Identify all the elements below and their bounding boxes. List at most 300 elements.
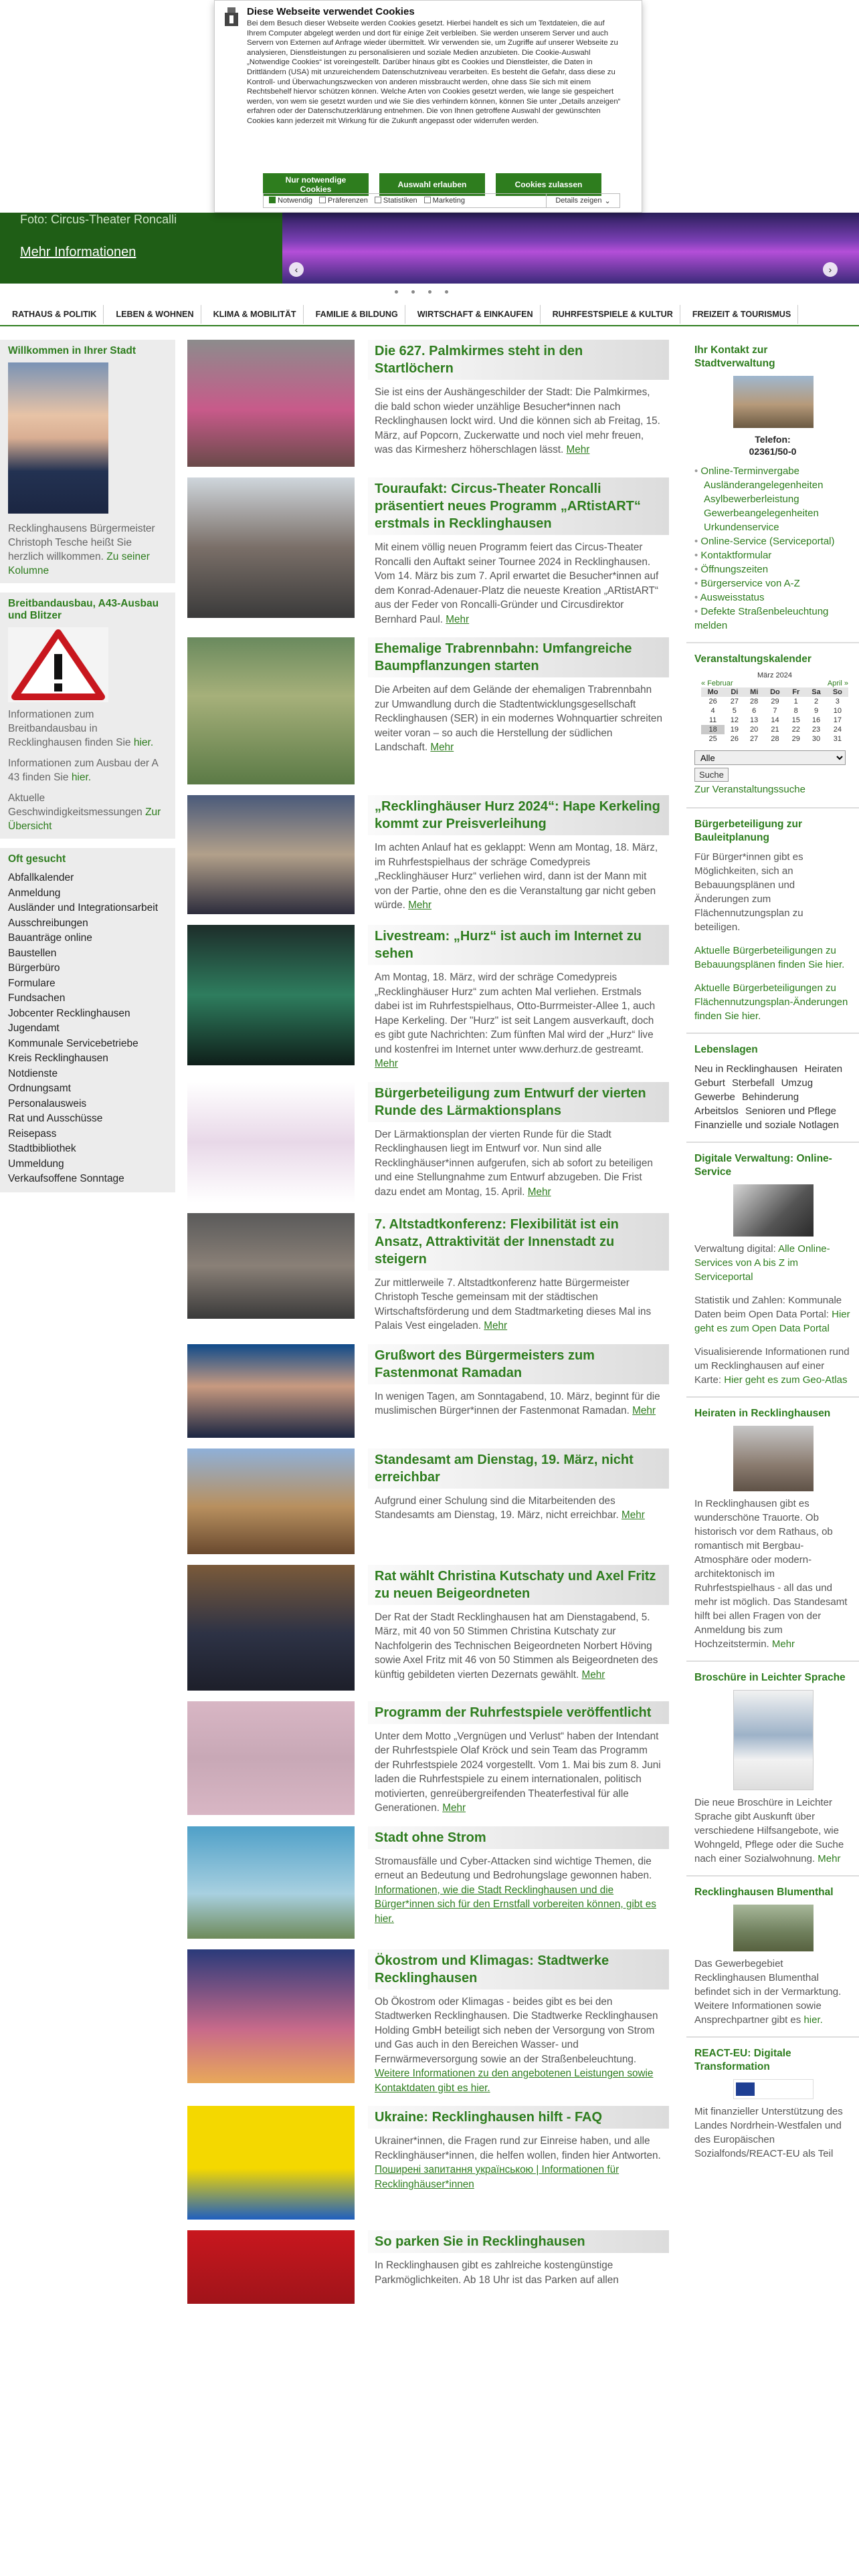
easy-language-box [686, 1667, 859, 1876]
frequently-searched-item[interactable]: Stadtbibliothek [8, 1143, 76, 1154]
calendar-day[interactable]: 12 [730, 716, 739, 724]
news-more-link[interactable]: Mehr [430, 742, 454, 753]
digital-admin-box [686, 1148, 859, 1398]
news-teaser-text: Ob Ökostrom oder Klimagas - beides gibt es bei den Stadtwerken Recklinghausen. Die Stadtwerke Recklinghausen Holding GmbH beteiligt sich neben der Versorgung von Strom und Gas auch in den Bereichen Wasser- und Fernwärmeversorgung sowie an der Straßenbeleuchtung. [375, 1996, 658, 2065]
event-search-link[interactable]: Zur Veranstaltungssuche [694, 784, 805, 795]
news-title[interactable]: Standesamt am Dienstag, 19. März, nicht erreichbar [368, 1448, 669, 1489]
news-teaser [368, 380, 669, 457]
frequently-searched-item[interactable]: Fundsachen [8, 992, 66, 1004]
wedding-box [686, 1403, 859, 1662]
news-teaser-text: Unter dem Motto „Vergnügen und Verlust“ haben der Intendant der Ruhrfestspiele Olaf Kröck und sein Team das Programm der Ruhrfestspiele 2024 vorgestellt. Vom 1. Mai bis zum 8. Juni laden die Ruhrfestspiele zu einem internationalen, politisch motivierten, genreübergreifenden Theaterfestival für alle Generationen. [375, 1730, 661, 1814]
development-plans-link[interactable]: Aktuelle Bürgerbeteiligungen zu Bebauungsplänen finden Sie hier. [694, 945, 845, 970]
frequently-searched-item[interactable]: Formulare [8, 977, 56, 989]
contact-link[interactable]: Asylbewerberleistung [704, 494, 799, 505]
news-teaser [368, 1724, 669, 1816]
calendar-day[interactable]: 17 [833, 716, 842, 724]
frequently-searched-box [0, 848, 175, 1192]
news-body [368, 637, 669, 784]
frequently-searched-item[interactable]: Bürgerbüro [8, 962, 60, 974]
allow-selection-button[interactable]: Auswahl erlauben [379, 173, 485, 196]
contact-link[interactable]: • Online-Service (Serviceportal) [694, 534, 851, 548]
news-title[interactable]: So parken Sie in Recklinghausen [368, 2230, 669, 2253]
mayor-photo [8, 362, 108, 514]
frequently-searched-item[interactable]: Ummeldung [8, 1158, 64, 1170]
checkbox-icon [424, 197, 431, 203]
checkbox-statistics[interactable] [375, 197, 417, 205]
geo-atlas-text: Visualisierende Informationen rund um Recklinghausen auf einer Karte: [694, 1346, 850, 1386]
broadband-text: Informationen zum Breitbandausbau in Recklinghausen finden Sie [8, 709, 131, 748]
frequently-searched-item[interactable]: Abfallkalender [8, 872, 74, 883]
news-teaser [368, 1849, 669, 1927]
news-info-link[interactable]: Поширені запитання українською | Informationen für Recklinghäuser*innen [375, 2164, 619, 2190]
easy-language-title: Broschüre in Leichter Sprache [694, 1672, 846, 1683]
right-sidebar [686, 340, 859, 2175]
calendar-day[interactable]: 29 [771, 697, 779, 706]
news-article [187, 1082, 669, 1202]
eu-logo [733, 2079, 814, 2099]
phone-number[interactable]: 02361/50-0 [749, 446, 797, 457]
nav-rathaus[interactable]: RATHAUS & POLITIK [0, 305, 104, 324]
contact-link[interactable]: • Ausweisstatus [694, 591, 851, 605]
news-article [187, 795, 669, 914]
news-teaser-text: Zur mittlerweile 7. Altstadtkonferenz hatte Bürgermeister Christoph Tesche gemeinsam mit der städtischen Wirtschaftsförderung und dem Stadtmarketing dieses Mal ins Palais Vest eingeladen. [375, 1277, 652, 1331]
slider-prev-icon[interactable]: ‹ [289, 262, 304, 277]
main-navigation [0, 302, 859, 326]
news-teaser [368, 2253, 669, 2287]
news-article [187, 1701, 669, 1816]
calendar-day[interactable]: 25 [708, 735, 717, 743]
citizen-participation-title: Bürgerbeteiligung zur Bauleitplanung [694, 819, 803, 843]
calendar-next-link[interactable]: April » [827, 679, 848, 687]
laptop-image [733, 1184, 814, 1237]
news-more-link[interactable]: Mehr [446, 613, 470, 625]
contact-box [686, 340, 859, 643]
calendar-day[interactable]: 26 [708, 697, 717, 706]
option-label: Präferenzen [327, 197, 368, 205]
news-article [187, 1949, 669, 2096]
news-more-link[interactable]: Mehr [566, 444, 590, 455]
news-teaser [368, 1122, 669, 1200]
news-teaser-text: Mit einem völlig neuen Programm feiert das Circus-Theater Roncalli den Auftakt seiner Tournee 2024 in Recklinghausen. Vom 14. März bis zum 7. April erwartet die Besucher*innen auf dem Konrad-Adenauer-Platz die neueste Kreation „ARtistART“ aus der Feder von Roncalli-Gründer und Circusdirektor Bernhard Paul. [375, 542, 659, 625]
hero-slider [0, 213, 859, 284]
news-title[interactable]: Ukraine: Recklinghausen hilft - FAQ [368, 2106, 669, 2129]
news-article [187, 637, 669, 784]
geo-atlas-link[interactable]: Hier geht es zum Geo-Atlas [724, 1374, 848, 1386]
news-thumbnail[interactable] [187, 477, 355, 618]
a43-text: Informationen zum Ausbau der A 43 finden Sie [8, 758, 159, 783]
phone-label: Telefon: [755, 434, 791, 445]
news-more-link[interactable]: Mehr [375, 1058, 398, 1069]
details-toggle[interactable] [546, 193, 619, 208]
news-teaser-text: Stromausfälle und Cyber-Attacken sind wichtige Themen, die erneut an Bedeutung und Bedrohungslage gewonnen haben. [375, 1855, 652, 1881]
calendar-day[interactable]: 5 [732, 707, 737, 715]
cookie-text: Bei dem Besuch dieser Webseite werden Cookies gesetzt. Hierbei handelt es sich um Textdateien, die auf Ihrem Computer abgelegt werden und dort für einige Zeit verbleiben. Sie werden unserem Server und auch Servern von Externen auf Anfrage wieder übermittelt. Wir verwenden sie, um Zugriffe auf unserer Webseite zu analysieren, Dienstleistungen zu personalisieren und soziale Medien anzubieten. Die Cookie-Auswahl „Notwendige Cookies“ ist voreingestellt. Darüber hinaus gibt es Cookies und Dienstleister, die Daten in Drittländern (USA) mit unzureichendem Datenschutzniveau verarbeiten. Es besteht die Gefahr, dass diese zu Kontroll- und Überwachungszwecken von anderen missbraucht werden, ohne dass Sie sich mit einem Rechtsbehelf hiervor schützen können. Welche Arten von Cookies gesetzt werden, wie lange sie gespeichert werden, von wem sie gesetzt wurden und wie Sie dies verhindern können, können Sie unter „Details anzeigen“ erfahren oder der Datenschutzerklärung entnehmen. Die von Ihnen getroffene Auswahl der gewünschten Cookies kann jederzeit mit Wirkung für die Zukunft angepasst oder widerrufen werden. [247, 19, 621, 125]
slider-dot[interactable] [411, 290, 415, 294]
news-title[interactable]: Rat wählt Christina Kutschaty und Axel Fritz zu neuen Beigeordneten [368, 1565, 669, 1605]
calendar-day[interactable]: 31 [833, 735, 842, 743]
news-teaser-text: Der Rat der Stadt Recklinghausen hat am Dienstagabend, 5. März, mit 40 von 50 Stimmen Christina Kutschaty zur Nachfolgerin des Technischen Beigeordneten Norbert Höving sowie Axel Fritz mit 46 von 50 Stimmen als Beigeordneten des künftig gebildeten vierten Dezernats gewählt. [375, 1611, 658, 1681]
nav-klima[interactable]: KLIMA & MOBILITÄT [201, 305, 304, 324]
slider-dot[interactable] [395, 290, 398, 294]
news-teaser [368, 535, 669, 627]
news-more-link[interactable]: Mehr [622, 1509, 645, 1521]
slider-dot[interactable] [445, 290, 448, 294]
news-teaser [368, 677, 669, 755]
calendar-day[interactable]: 11 [708, 716, 717, 724]
news-teaser-text: Im achten Anlauf hat es geklappt: Wenn am Montag, 18. März, im Ruhrfestspielhaus der schräge Comedypreis „Recklinghäuser Hurz“ verliehen wird, dann ist der Mann mit von der Partie, ohne den es die Veranstaltung gar nicht geben würde. [375, 842, 658, 911]
news-body [368, 925, 669, 1071]
frequently-searched-item[interactable]: Kreis Recklinghausen [8, 1053, 108, 1064]
life-situation-link[interactable]: Umzug [781, 1077, 814, 1089]
news-more-link[interactable]: Mehr [484, 1320, 508, 1331]
checkbox-marketing[interactable] [424, 197, 465, 205]
news-title[interactable]: Grußwort des Bürgermeisters zum Fastenmonat Ramadan [368, 1344, 669, 1384]
frequently-searched-title: Oft gesucht [8, 853, 66, 865]
open-data-link[interactable]: Hier geht es zum Open Data Portal [694, 1309, 850, 1334]
news-article [187, 340, 669, 467]
checkbox-icon [375, 197, 381, 203]
cookie-options [263, 193, 620, 208]
calendar-day[interactable]: 15 [791, 716, 800, 724]
life-situations-box [686, 1039, 859, 1143]
nav-ruhrfestspiele[interactable]: RUHRFESTSPIELE & KULTUR [541, 305, 680, 324]
calendar-weekday: So [827, 687, 848, 697]
news-title[interactable]: Programm der Ruhrfestspiele veröffentlicht [368, 1701, 669, 1724]
details-label: Details zeigen [555, 197, 602, 205]
easy-language-more-link[interactable]: Mehr [818, 1853, 841, 1864]
life-situations-title: Lebenslagen [694, 1044, 758, 1055]
contact-title: Ihr Kontakt zur Stadtverwaltung [694, 344, 775, 369]
frequently-searched-item[interactable]: Ausländer und Integrationsarbeit [8, 902, 159, 914]
news-thumbnail[interactable] [187, 1565, 355, 1691]
news-body [368, 1701, 669, 1816]
calendar-day[interactable]: 26 [730, 735, 739, 743]
news-article [187, 1448, 669, 1554]
nav-leben[interactable]: LEBEN & WOHNEN [104, 305, 201, 324]
wedding-title: Heiraten in Recklinghausen [694, 1408, 831, 1419]
cookie-title: Diese Webseite verwendet Cookies [247, 6, 415, 17]
news-teaser [368, 1271, 669, 1333]
calendar-month: März 2024 [757, 671, 792, 679]
news-teaser-text: Am Montag, 18. März, wird der schräge Comedypreis „Recklinghäuser Hurz“ zum achten Mal verliehen. Erstmals dabei ist im Ruhrfestspielhaus, Otto-Burrmeister-Allee 1, auch Hape Kerkeling. Der "Hurz" ist seit Langem ausverkauft, doch es gibt gute Nachrichten: Zum fünften Mal wird der „Hurz“ live und kostenfrei im Internet unter www.derhurz.de gestreamt. [375, 972, 656, 1055]
frequently-searched-item[interactable]: Ordnungsamt [8, 1083, 71, 1094]
news-body [368, 1949, 669, 2096]
frequently-searched-item[interactable]: Bauanträge online [8, 932, 92, 944]
eu-flag-icon [736, 2082, 755, 2096]
news-more-link[interactable]: Mehr [408, 899, 432, 911]
slider-dots [395, 290, 448, 294]
contact-link[interactable]: • Öffnungszeiten [694, 562, 851, 576]
calendar-day[interactable]: 18 [701, 725, 725, 734]
news-teaser-text: Aufgrund einer Schulung sind die Mitarbeitenden des Standesamts am Dienstag, 19. März, nicht erreichbar. [375, 1495, 619, 1521]
news-more-link[interactable]: Mehr [442, 1802, 466, 1814]
option-label: Marketing [432, 197, 465, 205]
news-title[interactable]: Die 627. Palmkirmes steht in den Startlöchern [368, 340, 669, 380]
news-teaser [368, 965, 669, 1071]
news-more-link[interactable]: Mehr [581, 1669, 605, 1681]
news-thumbnail[interactable] [187, 637, 355, 784]
speed-overview-link[interactable]: Zur Übersicht [8, 807, 161, 832]
serviceportal-link[interactable]: Alle Online-Services von A bis Z im Serviceportal [694, 1243, 830, 1283]
news-title[interactable]: 7. Altstadtkonferenz: Flexibilität ist ein Ansatz, Attraktivität der Innenstadt zu steigern [368, 1213, 669, 1271]
easy-language-text: Die neue Broschüre in Leichter Sprache gibt Auskunft über verschiedene Hilfsangebote, wie Wohngeld, Pflege oder die Suche nach einer Sozialwohnung. [694, 1797, 844, 1864]
frequently-searched-item[interactable]: Baustellen [8, 947, 57, 959]
contact-link[interactable]: • Kontaktformular [694, 548, 851, 562]
contact-link[interactable]: • Bürgerservice von A-Z [694, 576, 851, 591]
calendar-day[interactable]: 19 [730, 726, 739, 734]
calendar-day[interactable]: 28 [750, 697, 759, 706]
event-search-button[interactable]: Suche [694, 768, 729, 782]
calendar-weekday: Sa [805, 687, 826, 697]
news-article [187, 2106, 669, 2220]
city-hall-image [733, 376, 814, 428]
news-thumbnail[interactable] [187, 1213, 355, 1319]
news-article [187, 1213, 669, 1333]
wedding-more-link[interactable]: Mehr [771, 1638, 795, 1650]
nav-wirtschaft[interactable]: WIRTSCHAFT & EINKAUFEN [405, 305, 541, 324]
blumenthal-title: Recklinghausen Blumenthal [694, 1887, 834, 1898]
option-label: Notwendig [278, 197, 312, 205]
contact-link[interactable]: Gewerbeangelegenheiten [704, 508, 819, 519]
react-eu-box [686, 2043, 859, 2170]
checkbox-preferences[interactable] [319, 197, 368, 205]
contact-links [694, 464, 851, 633]
welcome-title: Willkommen in Ihrer Stadt [8, 345, 136, 356]
a43-link[interactable]: hier. [71, 772, 92, 783]
news-info-link[interactable]: Informationen, wie die Stadt Recklinghausen und die Bürger*innen sich für den Ernstfall vorbereiten können, gibt es hier. [375, 1884, 656, 1925]
news-thumbnail[interactable] [187, 1082, 355, 1202]
news-body [368, 1213, 669, 1333]
news-body [368, 1826, 669, 1939]
news-teaser [368, 1605, 669, 1683]
left-sidebar [0, 340, 175, 1202]
life-situations-list [694, 1062, 851, 1132]
news-teaser [368, 1489, 669, 1523]
life-situation-link[interactable]: Neu in Recklinghausen [694, 1063, 798, 1075]
calendar-day[interactable]: 16 [812, 716, 821, 724]
news-title[interactable]: Stadt ohne Strom [368, 1826, 669, 1849]
checkbox-necessary[interactable] [269, 197, 312, 205]
contact-link[interactable]: • Online-Terminvergabe [694, 464, 851, 478]
cookie-banner [214, 0, 642, 213]
calendar-day[interactable]: 8 [793, 707, 798, 715]
life-situation-link[interactable]: Gewerbe [694, 1091, 735, 1103]
news-body [368, 340, 669, 467]
news-body [368, 2230, 669, 2304]
news-thumbnail[interactable] [187, 1344, 355, 1438]
calendar-day[interactable]: 30 [812, 735, 821, 743]
news-teaser-text: Der Lärmaktionsplan der vierten Runde für die Stadt Recklinghausen liegt im Entwurf vor. Nun sind alle Recklinghäuser*innen aufgerufen, sich ab sofort zu beteiligen und eine Stellungnahme zum Entwurf abzugeben. Die Frist dazu endet am Montag, 15. April. [375, 1128, 653, 1198]
broadband-link[interactable]: hier. [133, 737, 154, 748]
citizen-participation-box [686, 814, 859, 1034]
calendar-day[interactable]: 27 [730, 697, 739, 706]
calendar-weekday: Mi [745, 687, 764, 697]
mayor-column-link[interactable]: Zu seiner Kolumne [8, 551, 150, 576]
life-situation-link[interactable]: Arbeitslos [694, 1105, 739, 1117]
news-teaser [368, 1990, 669, 2096]
news-article [187, 1826, 669, 1939]
slider-next-icon[interactable]: › [823, 262, 838, 277]
news-thumbnail[interactable] [187, 1701, 355, 1815]
contact-link[interactable]: • Defekte Straßenbeleuchtung melden [694, 605, 851, 633]
calendar-title: Veranstaltungskalender [694, 653, 812, 665]
calendar-day[interactable]: 10 [833, 707, 842, 715]
calendar-day[interactable]: 9 [814, 707, 819, 715]
blumenthal-image [733, 1905, 814, 1951]
frequently-searched-item[interactable]: Personalausweis [8, 1097, 87, 1109]
news-thumbnail[interactable] [187, 1826, 355, 1939]
news-thumbnail[interactable] [187, 1949, 355, 2083]
calendar-day[interactable]: 13 [750, 716, 759, 724]
checkbox-icon [319, 197, 326, 203]
calendar-day[interactable]: 23 [812, 726, 821, 734]
blumenthal-box [686, 1882, 859, 2038]
calendar-weekday: Fr [786, 687, 805, 697]
hero-image [282, 213, 859, 284]
speed-text: Aktuelle Geschwindigkeitsmessungen [8, 792, 142, 818]
calendar-day[interactable]: 24 [833, 726, 842, 734]
brochure-image [733, 1690, 814, 1790]
calendar-day[interactable]: 28 [771, 735, 779, 743]
frequently-searched-item[interactable]: Jobcenter Recklinghausen [8, 1007, 130, 1019]
calendar-day[interactable]: 6 [752, 707, 757, 715]
news-body [368, 795, 669, 914]
news-title[interactable]: Touraufakt: Circus-Theater Roncalli präsentiert neues Programm „ARtistART“ erstmals in Recklinghausen [368, 477, 669, 535]
welcome-box [0, 340, 175, 583]
react-eu-text: Mit finanzieller Unterstützung des Landes Nordrhein-Westfalen und des Europäischen Sozialfonds/REACT-EU als Teil [694, 2106, 843, 2159]
frequently-searched-item[interactable]: Anmeldung [8, 887, 61, 899]
citizen-participation-text: Für Bürger*innen gibt es Möglichkeiten, sich an Bebauungsplänen und Änderungen zum Flächennutzungsplan zu beteiligen. [694, 851, 803, 933]
life-situation-link[interactable]: Behinderung [742, 1091, 799, 1103]
life-situation-link[interactable]: Heiraten [804, 1063, 843, 1075]
news-article [187, 925, 669, 1071]
news-thumbnail[interactable] [187, 1448, 355, 1554]
calendar-day[interactable]: 14 [771, 716, 779, 724]
news-more-link[interactable]: Mehr [527, 1186, 551, 1198]
allow-all-cookies-button[interactable]: Cookies zulassen [496, 173, 601, 196]
calendar-day[interactable]: 4 [710, 707, 715, 715]
news-teaser-text: In Recklinghausen gibt es zahlreiche kostengünstige Parkmöglichkeiten. Ab 18 Uhr ist das Parken auf allen [375, 2260, 619, 2286]
news-title[interactable]: Ökostrom und Klimagas: Stadtwerke Recklinghausen [368, 1949, 669, 1990]
news-teaser [368, 1384, 669, 1418]
news-teaser-text: Die Arbeiten auf dem Gelände der ehemaligen Trabrennbahn zur Umwandlung durch die Stadtentwicklungsgesellschaft Recklinghausen (SER) in ein modernes Wohnquartier schreiten weiter voran – so auch die Herstellung der südlichen Landschaft. [375, 684, 662, 753]
calendar-grid [701, 687, 848, 744]
city-crest-icon [224, 6, 239, 27]
react-eu-title: REACT-EU: Digitale Transformation [694, 2048, 791, 2072]
welcome-text: Recklinghausens Bürgermeister Christoph Tesche heißt Sie herzlich willkommen. [8, 523, 155, 562]
calendar-box [686, 649, 859, 809]
necessary-cookies-button[interactable]: Nur notwendige Cookies [263, 173, 369, 196]
digital-admin-text: Verwaltung digital: [694, 1243, 776, 1255]
news-teaser [368, 2129, 669, 2191]
news-article [187, 477, 669, 627]
blumenthal-link[interactable]: hier. [803, 2014, 823, 2026]
life-situation-link[interactable]: Sterbefall [732, 1077, 775, 1089]
hero-caption: Foto: Circus-Theater Roncalli [20, 213, 177, 226]
nav-freizeit[interactable]: FREIZEIT & TOURISMUS [680, 305, 798, 324]
option-label: Statistiken [383, 197, 417, 205]
calendar-prev-link[interactable]: « Februar [701, 679, 733, 687]
news-article [187, 1344, 669, 1438]
news-thumbnail[interactable] [187, 925, 355, 1065]
frequently-searched-item[interactable]: Ausschreibungen [8, 917, 88, 929]
checkbox-checked-icon [269, 197, 276, 203]
wedding-text: In Recklinghausen gibt es wunderschöne Trauorte. Ob historisch vor dem Rathaus, ob romantisch mit Bergbau-Atmosphäre oder modern-architektonisch im Ruhrfestspielhaus - all das und mehr ist möglich. Das Standesamt hilft bei allen Fragen von der Anmeldung bis zum Hochzeitstermin. [694, 1498, 848, 1650]
hero-more-link[interactable]: Mehr Informationen [20, 245, 136, 259]
land-use-plan-link[interactable]: Aktuelle Bürgerbeteiligungen zu Flächennutzungsplan-Änderungen finden Sie hier. [694, 982, 848, 1022]
news-article [187, 2230, 669, 2304]
wedding-image [733, 1426, 814, 1491]
news-title[interactable]: Livestream: „Hurz“ ist auch im Internet zu sehen [368, 925, 669, 965]
frequently-searched-item[interactable]: Verkaufsoffene Sonntage [8, 1173, 124, 1184]
warning-sign [8, 627, 108, 702]
open-data-text: Statistik und Zahlen: Kommunale Daten beim Open Data Portal: [694, 1295, 842, 1320]
calendar-day[interactable]: 22 [791, 726, 800, 734]
contact-link[interactable]: Urkundenservice [704, 522, 779, 533]
calendar-weekday: Mo [701, 687, 725, 697]
event-category-select[interactable] [694, 750, 846, 765]
calendar-weekday: Do [764, 687, 786, 697]
calendar-day[interactable]: 27 [750, 735, 759, 743]
news-list [187, 340, 669, 2315]
frequently-searched-list [8, 871, 167, 1187]
news-body [368, 477, 669, 627]
broadband-box [0, 593, 175, 839]
news-thumbnail[interactable] [187, 340, 355, 467]
news-body [368, 1448, 669, 1554]
news-body [368, 1344, 669, 1438]
news-info-link[interactable]: Weitere Informationen zu den angebotenen Leistungen sowie Kontaktdaten gibt es hier. [375, 2068, 654, 2094]
calendar-day[interactable]: 20 [750, 726, 759, 734]
frequently-searched-item[interactable]: Notdienste [8, 1067, 58, 1079]
chevron-down-icon: ⌄ [604, 197, 611, 205]
nav-familie[interactable]: FAMILIE & BILDUNG [304, 305, 405, 324]
news-title[interactable]: „Recklinghäuser Hurz 2024“: Hape Kerkeling kommt zur Preisverleihung [368, 795, 669, 835]
calendar-day[interactable]: 3 [835, 697, 840, 706]
news-thumbnail[interactable] [187, 795, 355, 914]
calendar-weekday: Di [725, 687, 744, 697]
blumenthal-text: Das Gewerbegebiet Recklinghausen Blumenthal befindet sich in der Vermarktung. Weitere Informationen sowie Ansprechpartner gibt es [694, 1958, 842, 2026]
contact-link[interactable]: Ausländerangelegenheiten [704, 479, 824, 491]
frequently-searched-item[interactable]: Rat und Ausschüsse [8, 1113, 103, 1124]
news-teaser-text: In wenigen Tagen, am Sonntagabend, 10. März, beginnt für die muslimischen Bürger*innen der Fastenmonat Ramadan. [375, 1390, 660, 1416]
news-teaser [368, 835, 669, 913]
frequently-searched-item[interactable]: Jugendamt [8, 1023, 60, 1034]
news-thumbnail[interactable] [187, 2230, 355, 2304]
news-title[interactable]: Ehemalige Trabrennbahn: Umfangreiche Baumpflanzungen starten [368, 637, 669, 677]
life-situation-link[interactable]: Finanzielle und soziale Notlagen [694, 1119, 839, 1131]
news-body [368, 1565, 669, 1691]
calendar-day[interactable]: 7 [773, 707, 777, 715]
news-thumbnail[interactable] [187, 2106, 355, 2220]
calendar-day[interactable]: 1 [793, 697, 798, 706]
life-situation-link[interactable]: Geburt [694, 1077, 725, 1089]
life-situation-link[interactable]: Senioren und Pflege [745, 1105, 836, 1117]
calendar-day[interactable]: 2 [814, 697, 819, 706]
frequently-searched-item[interactable]: Reisepass [8, 1128, 57, 1140]
news-body [368, 1082, 669, 1202]
calendar-day[interactable]: 29 [791, 735, 800, 743]
calendar-day[interactable]: 21 [771, 726, 779, 734]
digital-admin-title: Digitale Verwaltung: Online-Service [694, 1153, 832, 1178]
news-more-link[interactable]: Mehr [632, 1405, 656, 1416]
slider-dot[interactable] [428, 290, 432, 294]
broadband-title: Breitbandausbau, A43-Ausbau und Blitzer [8, 598, 159, 621]
news-article [187, 1565, 669, 1691]
frequently-searched-item[interactable]: Kommunale Servicebetriebe [8, 1037, 138, 1049]
news-title[interactable]: Bürgerbeteiligung zum Entwurf der vierten Runde des Lärmaktionsplans [368, 1082, 669, 1122]
news-teaser-text: Sie ist eins der Aushängeschilder der Stadt: Die Palmkirmes, die bald schon wieder unzählige Besucher*innen nach Recklinghausen lockt wird. Und die können sich ab Freitag, 15. März, auf Popcorn, Zuckerwatte und noch viel mehr freuen, was das Kirmesherz höherschlagen lässt. [375, 387, 660, 455]
